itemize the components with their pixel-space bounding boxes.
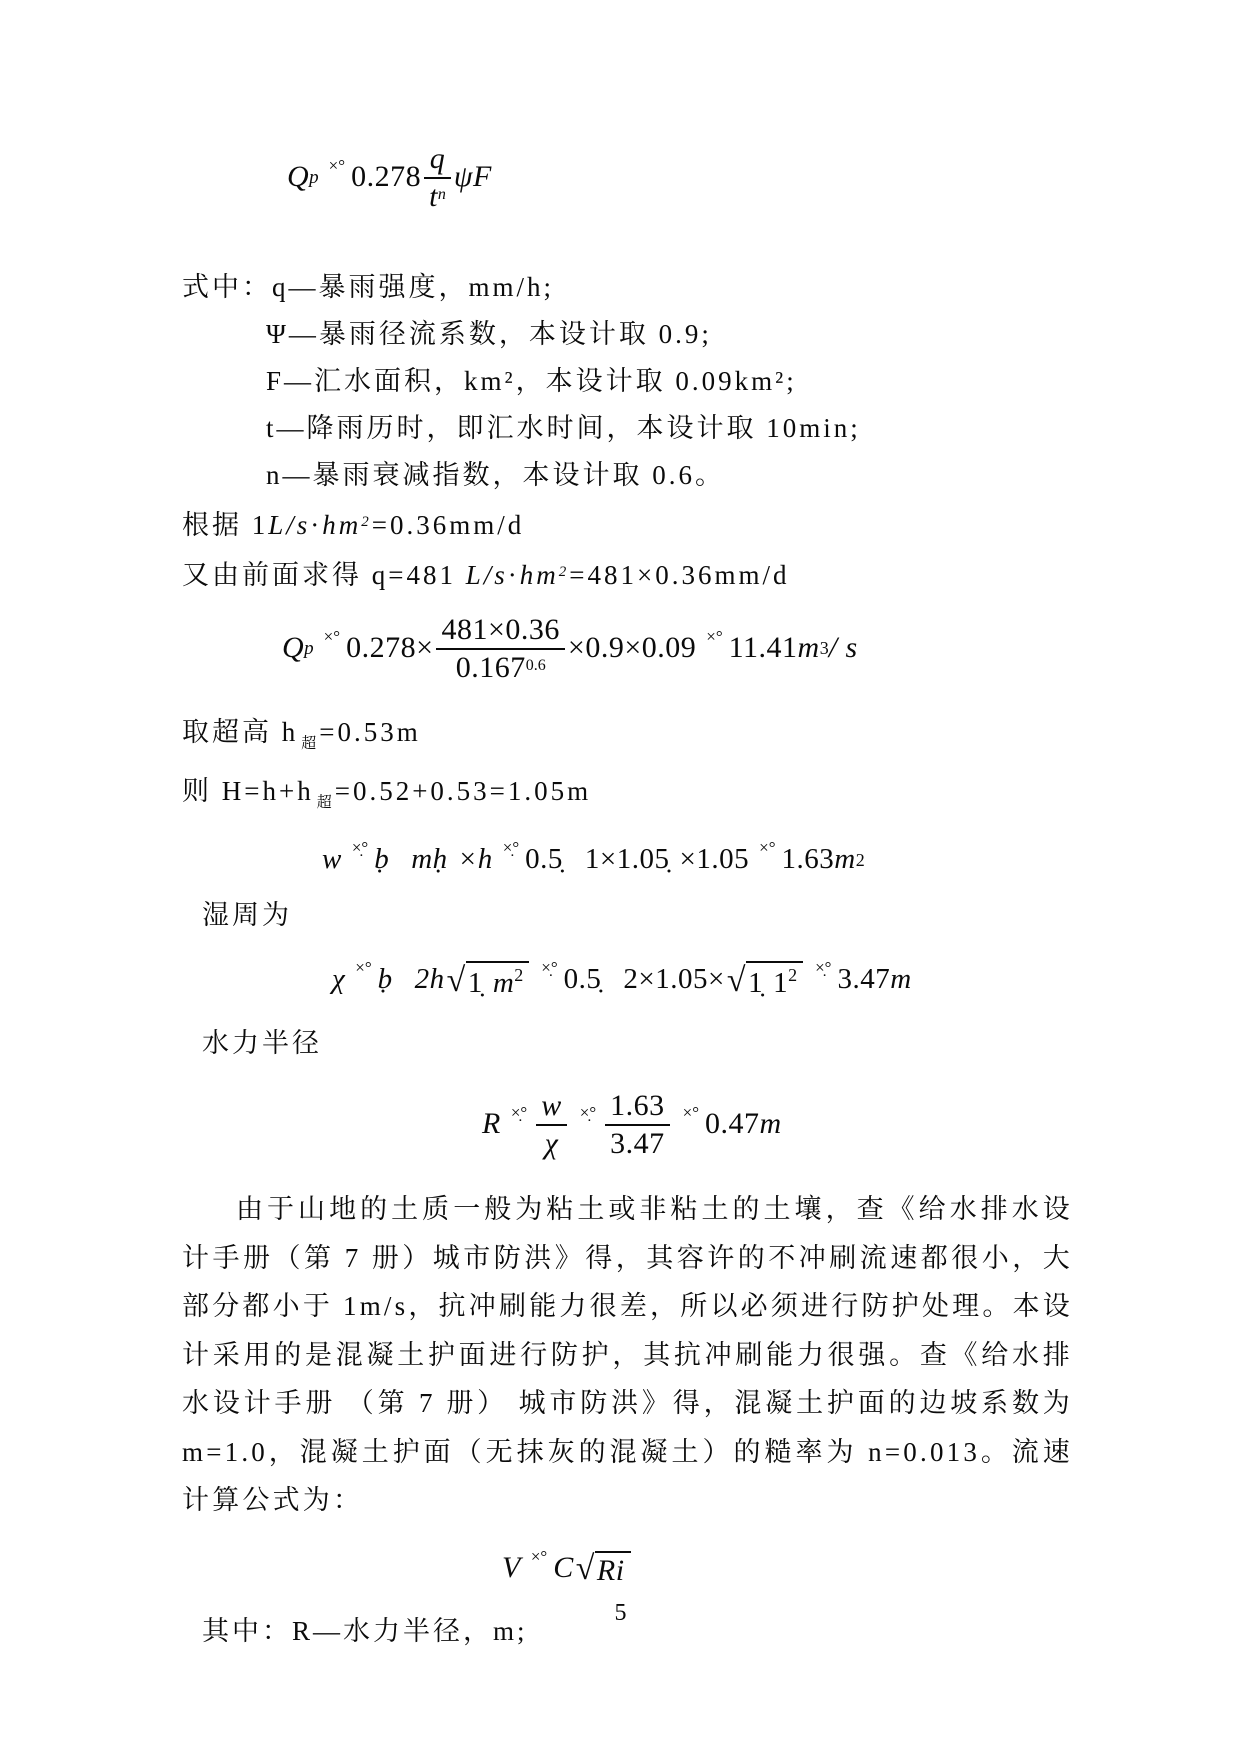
explain-item-t: t—降雨历时，即汇水时间，本设计取 10min; xyxy=(266,413,861,443)
explain-item-psi: Ψ—暴雨径流系数，本设计取 0.9; xyxy=(266,319,712,349)
line-genju: 根据 $1L/s\cdot hm^2=0.36mm/d$ xyxy=(182,510,525,540)
radical xyxy=(727,961,803,998)
formula-wetted-perimeter: χ ×° ḅ 2h √ 1̣ $m^2$ ×̣° 0.5̣ 2×1.05× √ 1̣ $1^2$ ×̣° 3.47 m xyxy=(332,958,912,999)
formula-hydraulic-radius: R ×̣° $\frac{w}{\chi}$ ×̣° $\frac{1.63}{3.47}$ ×° 0.47 m xyxy=(482,1089,782,1160)
label-hydraulic-radius: 水力半径 xyxy=(202,1028,322,1058)
formula-result: 1.63 xyxy=(781,843,835,875)
result-unit-tail: / s xyxy=(828,631,858,664)
line-qizhong: 其中：R—水力半径，m; xyxy=(202,1615,528,1646)
formula-result: 0.47 xyxy=(705,1107,760,1140)
result-unit-exponent: 2 xyxy=(855,849,865,870)
fraction-denominator: 3.47 xyxy=(610,1127,665,1160)
cn-subscript: 超 xyxy=(316,795,332,811)
radical xyxy=(576,1551,631,1586)
formula-psi: ψ xyxy=(453,160,474,193)
page-number: 5 xyxy=(614,1600,627,1626)
equals-glyph: ×° xyxy=(355,958,372,977)
fraction xyxy=(436,613,564,683)
cn-subscript: 超 xyxy=(301,736,317,752)
result-unit: m xyxy=(834,843,856,875)
formula-result: 3.47 xyxy=(837,963,891,995)
formula-subscript: p xyxy=(309,166,319,188)
radicand: 1̣ $1^2$ xyxy=(746,961,803,998)
radical-sign: √ xyxy=(726,962,747,999)
equals-glyph: ×̣° xyxy=(351,838,369,857)
fraction-denominator: χ xyxy=(544,1127,559,1160)
line-zexian: 则 H=h+h $_超$ =0.52+0.53=1.05m xyxy=(182,776,592,811)
equals-glyph: ×° xyxy=(323,626,341,646)
radical xyxy=(447,961,530,998)
equals-glyph: ×̣° xyxy=(579,1102,597,1122)
formula-F: F xyxy=(473,160,492,193)
result-unit: m xyxy=(759,1107,782,1140)
formula-var: Q xyxy=(282,631,305,664)
formula-mid: ×0.9×0.09 xyxy=(567,631,697,664)
formula-area: w ×̣° ḅ mḥ ×h ×̣° 0.5̣ 1×1.05̣ ×1.05 ×° 1.63 m 2 xyxy=(322,838,865,875)
fraction-numerator: 1.63 xyxy=(605,1089,670,1126)
equals-glyph: ×° xyxy=(530,1546,548,1566)
equals-glyph: ×° xyxy=(706,626,723,646)
fraction-numerator: q xyxy=(424,142,451,179)
explain-item-n: n—暴雨衰减指数，本设计取 0.6。 xyxy=(266,460,725,490)
line-youqian: 又由前面求得 q=481 $L/s\cdot hm^2=481\times 0.36mm/d$ xyxy=(182,560,790,590)
fraction xyxy=(536,1089,567,1159)
fraction xyxy=(424,142,451,212)
radicand: 1̣ $m^2$ xyxy=(466,961,529,998)
label-wetted-perimeter: 湿周为 xyxy=(202,900,292,930)
formula-prefix: 0.278× xyxy=(346,631,434,664)
fraction-denominator: $t^n$ xyxy=(429,180,446,213)
equals-glyph: ×̣° xyxy=(815,958,832,977)
formula-peak-flow-numeric xyxy=(282,613,1073,683)
result-unit: m xyxy=(797,631,820,664)
explain-lead: 式中：q—暴雨强度，mm/h; xyxy=(182,272,555,302)
fraction-numerator: w xyxy=(536,1089,567,1126)
fraction-denominator: $0.167^{0.6}$ xyxy=(455,651,546,684)
radicand: Ri xyxy=(595,1551,631,1586)
body-paragraph: 由于山地的土质一般为粘土或非粘土的土壤，查《给水排水设计手册（第 7 册）城市防洪》得，其容许的不冲刷流速都很小，大部分都小于 1m/s，抗冲刷能力很差，所以必须进行防护处理。本设计采用的是混凝土护面进行防护，其抗冲刷能力很强。查《给水排水设计手册 （第 7 册） 城市防洪》得，混凝土护面的边坡系数为 m=1.0，混凝土护面（无抹灰的混凝土）的糙率为 n=0.013。流速计算公式为： xyxy=(182,1194,1073,1515)
equals-glyph: ×̣° xyxy=(510,1102,528,1122)
equals-glyph: ×̣° xyxy=(541,958,558,977)
formula-var: Q xyxy=(287,160,310,193)
fraction xyxy=(605,1089,670,1159)
formula-subscript: p xyxy=(304,637,314,659)
formula-velocity: V ×° C √ Ri xyxy=(502,1551,1073,1586)
explain-item-F: F—汇水面积，km²，本设计取 0.09km²; xyxy=(266,366,797,396)
result-unit: m xyxy=(890,963,912,995)
equals-glyph: ×̣° xyxy=(502,838,520,857)
fraction-numerator: 481×0.36 xyxy=(436,613,564,650)
equals-glyph: ×° xyxy=(328,155,346,175)
radical-sign: √ xyxy=(446,962,466,999)
radical-sign: √ xyxy=(575,1549,595,1587)
result-unit-exponent: 3 xyxy=(819,638,829,658)
equals-glyph: ×° xyxy=(682,1102,700,1122)
equals-glyph: ×° xyxy=(759,838,776,857)
line-chaogao: 取超高 h $_超$ =0.53m xyxy=(182,717,421,752)
formula-peak-flow xyxy=(287,142,1073,212)
formula-coefficient: 0.278 xyxy=(351,160,422,193)
formula-result: 11.41 xyxy=(728,631,798,664)
